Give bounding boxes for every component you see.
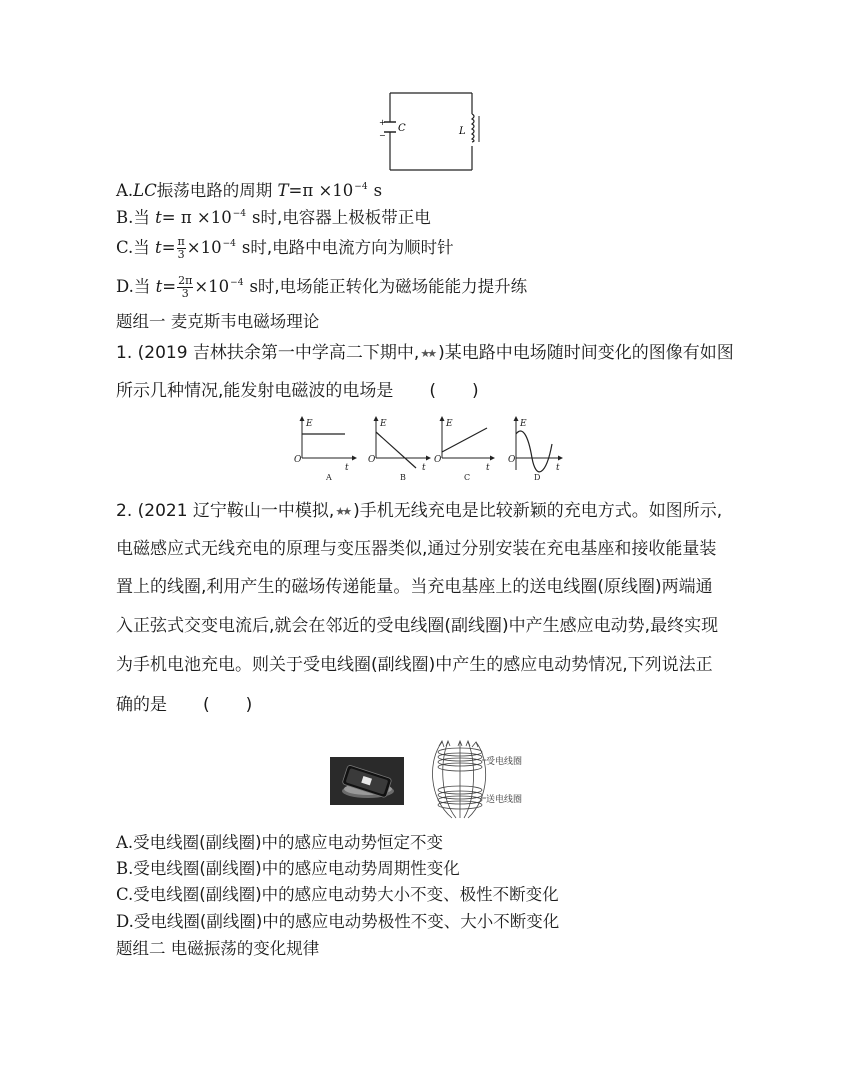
difficulty-stars-icon: ★★ [335,505,350,518]
option-d: D.当 t= $\frac{2\pi}{3}$ $\times 10^{-4}$ s时,电场能正转化为磁场能能力提升练 [116,274,528,300]
lc-circuit-diagram [376,90,480,174]
graph-label-b: B [400,473,406,482]
q1-line2: 所示几种情况,能发射电磁波的电场是 ( ) [116,381,479,401]
axis-t-label: t [422,463,426,473]
difficulty-stars-icon: ★★ [420,347,435,360]
q2-option-b: B.受电线圈(副线圈)中的感应电动势周期性变化 [116,859,460,878]
coil-diagram [418,738,538,824]
origin-label: O [508,455,516,465]
q2-line2: 电磁感应式无线充电的原理与变压器类似,通过分别安装在充电基座和接收能量装 [116,539,717,559]
graph-label-a: A [326,473,332,482]
origin-label: O [294,455,302,465]
q2-option-c: C.受电线圈(副线圈)中的感应电动势大小不变、极性不断变化 [116,885,559,904]
q2-line4: 入正弦式交变电流后,就会在邻近的受电线圈(副线圈)中产生感应电动势,最终实现 [116,616,719,636]
origin-label: O [434,455,442,465]
axis-e-label: E [446,419,453,429]
q2-line6: 确的是 ( ) [116,695,253,715]
q2-line3: 置上的线圈,利用产生的磁场传递能量。当充电基座上的送电线圈(原线圈)两端通 [116,577,713,597]
fraction: $\frac{\pi}{3}$ [177,235,185,261]
axis-e-label: E [380,419,387,429]
axis-t-label: t [556,463,560,473]
q1-line1: 1. (2019 吉林扶余第一中学高二下期中,★★ )某电路中电场随时间变化的图像有如图 [116,343,734,363]
origin-label: O [368,455,376,465]
axis-e-label: E [520,419,527,429]
axis-t-label: t [345,463,349,473]
option-a: A.LC振荡电路的周期 $T=\pi \times 10^{-4}$ s [116,181,383,200]
axis-e-label: E [306,419,313,429]
group2-title: 题组二 电磁振荡的变化规律 [116,939,320,958]
minus-sign: − [379,131,386,140]
group1-title: 题组一 麦克斯韦电磁场理论 [116,312,320,331]
e-t-graphs [290,414,570,484]
axis-t-label: t [486,463,490,473]
option-b: B.当 $t= \pi \times 10^{-4}$ s时,电容器上极板带正电 [116,208,431,227]
inductor-label: L [459,126,466,137]
q2-option-d: D.受电线圈(副线圈)中的感应电动势极性不变、大小不断变化 [116,912,560,931]
send-coil-label: 送电线圈 [486,795,523,805]
capacitor-label: C [398,123,406,134]
plus-sign: + [379,118,386,127]
q2-line1: 2. (2021 辽宁鞍山一中模拟,★★ )手机无线充电是比较新颖的充电方式。如图所示, [116,501,723,521]
q2-option-a: A.受电线圈(副线圈)中的感应电动势恒定不变 [116,833,444,852]
q2-line5: 为手机电池充电。则关于受电线圈(副线圈)中产生的感应电动势情况,下列说法正 [116,655,713,675]
receive-coil-label: 受电线圈 [486,757,523,767]
graph-label-c: C [464,473,471,482]
graph-label-d: D [534,473,541,482]
fraction: $\frac{2\pi}{3}$ [178,274,193,300]
wireless-charger-photo [330,757,404,805]
option-c: C.当 t= $\frac{\pi}{3}$ $\times 10^{-4}$ s时,电路中电流方向为顺时针 [116,235,454,261]
